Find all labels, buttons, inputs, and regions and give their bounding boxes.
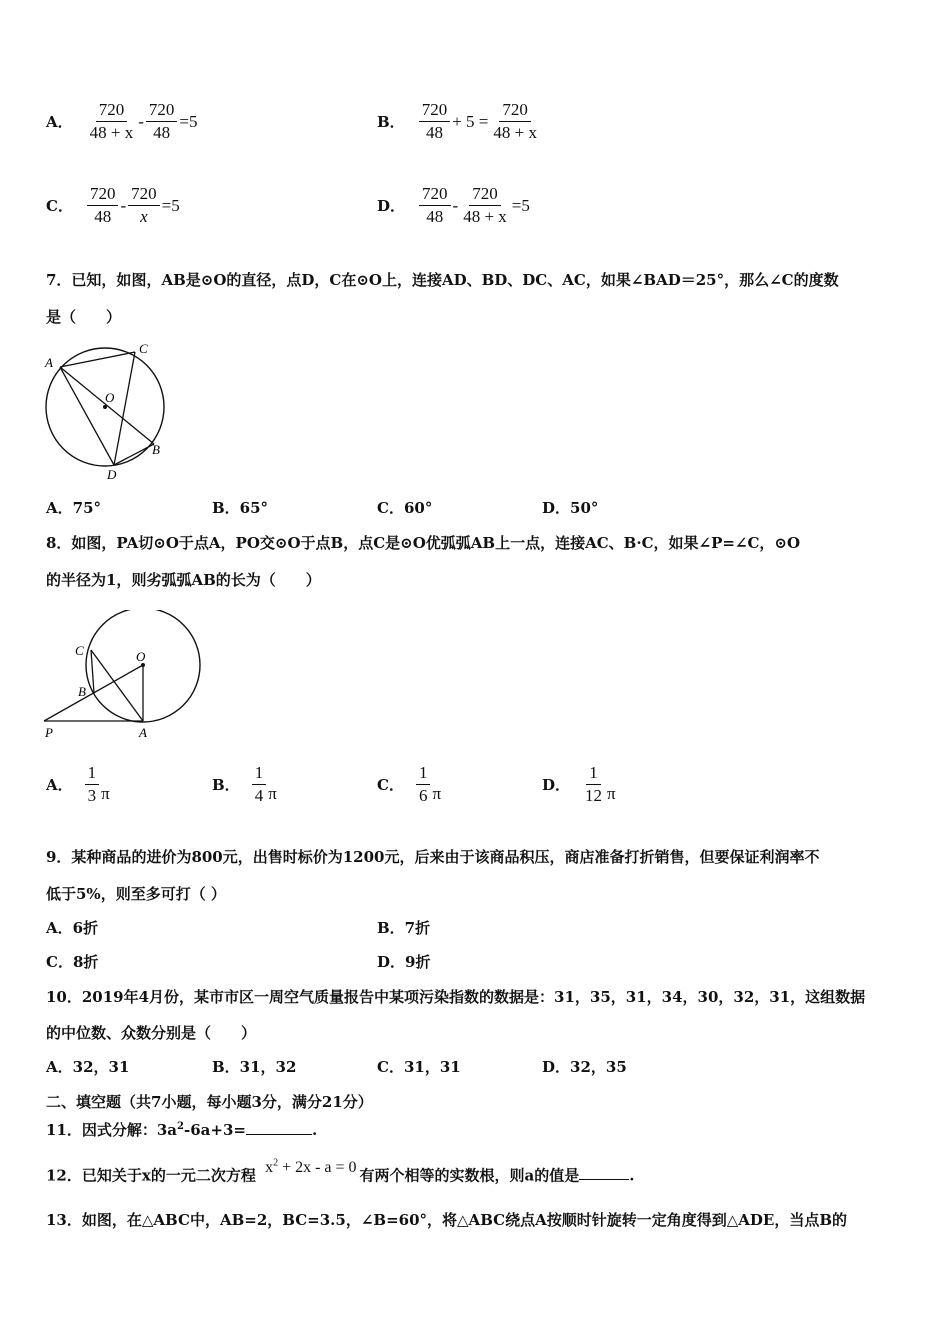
q11-answer-blank[interactable] (246, 1134, 312, 1135)
q6-option-d-frac1 (419, 184, 451, 227)
numerator: 1 (85, 763, 100, 785)
q8-option-d-frac (582, 763, 605, 806)
operator: + 5 = (452, 111, 489, 131)
segment-dc (114, 352, 135, 465)
numerator: 1 (252, 763, 267, 785)
q8-option-a (46, 763, 112, 806)
q11-suffix: -6a+3= (184, 1121, 246, 1139)
numerator: 720 (419, 100, 451, 122)
q8-option-c-letter: C． (377, 776, 404, 794)
numerator: 720 (128, 184, 160, 206)
segment-bd (114, 444, 154, 465)
q9-option-a: A．6折 (46, 919, 99, 937)
q10-option-c: C．31，31 (377, 1058, 461, 1076)
q6-option-a (46, 100, 200, 143)
q7-option-c: C．60° (377, 499, 433, 517)
denominator: 6 (418, 786, 428, 805)
q10-text-line1: 10．2019年4月份，某市市区一周空气质量报告中某项污染指数的数据是：31，35，31，34，30，32，31，这组数据 (46, 988, 866, 1006)
label-a: A (45, 355, 53, 370)
label-d: D (107, 467, 117, 482)
operator: - (452, 195, 459, 215)
q9-option-c: C．8折 (46, 953, 99, 971)
numerator: 1 (416, 763, 431, 785)
equals: =5 (511, 195, 530, 215)
center-point (103, 405, 107, 409)
q12-prefix: 12．已知关于x的一元二次方程 (46, 1166, 256, 1185)
q7-option-a: A．75° (46, 499, 102, 517)
q9-text-line2: 低于5%，则至多可打（ ） (46, 885, 226, 903)
denominator: 48 (426, 207, 444, 226)
q12-eq-x: x (265, 1159, 274, 1177)
q11-prefix: 11．因式分解：3a (46, 1121, 178, 1139)
q8-option-b-frac (252, 763, 267, 806)
q8-option-b-letter: B． (212, 776, 240, 794)
numerator: 720 (87, 184, 119, 206)
q9-text-line1: 9．某种商品的进价为800元，出售时标价为1200元，后来由于该商品积压，商店准备打折销售，但要保证利润率不 (46, 848, 820, 866)
q6-option-c (46, 184, 182, 227)
label-c: C (139, 341, 148, 356)
q12-answer-blank[interactable] (579, 1179, 629, 1180)
q12-eq-rest: + 2x - a = 0 (278, 1159, 357, 1177)
q7-option-b: B．65° (212, 499, 269, 517)
q6-option-a-letter: A． (46, 113, 73, 131)
equals: =5 (161, 195, 180, 215)
label-p: P (45, 725, 53, 740)
q6-option-d-letter: D． (377, 197, 406, 215)
denominator: 48 (153, 123, 171, 142)
segment-cb (91, 650, 94, 693)
q6-option-b-frac1 (419, 100, 451, 143)
q10-option-d: D．32，35 (542, 1058, 627, 1076)
denominator: 3 (87, 786, 97, 805)
equals: =5 (179, 111, 198, 131)
q12-eq-exponent: 2 (273, 1158, 279, 1169)
label-a: A (139, 725, 147, 740)
numerator: 720 (499, 100, 531, 122)
denominator: 48 (94, 207, 112, 226)
denominator: x (140, 207, 148, 226)
q7-text-line2: 是（ ） (46, 308, 122, 326)
q10-text-line2: 的中位数、众数分别是（ ） (46, 1024, 257, 1042)
q8-option-a-frac (85, 763, 100, 806)
q8-tangent-figure (38, 610, 208, 745)
label-b: B (78, 684, 86, 699)
q6-option-a-frac1 (87, 100, 137, 143)
q9-option-d: D．9折 (377, 953, 431, 971)
numerator: 720 (419, 184, 451, 206)
q6-option-c-frac1 (87, 184, 119, 227)
q10-option-b: B．31，32 (212, 1058, 297, 1076)
q10-option-a: A．32，31 (46, 1058, 130, 1076)
q6-option-c-frac2 (128, 184, 160, 227)
q8-text-line2: 的半径为1，则劣弧弧AB的长为（ ） (46, 571, 321, 589)
section-heading-fill-in: 二、填空题（共7小题，每小题3分，满分21分） (46, 1093, 373, 1111)
denominator: 4 (254, 786, 264, 805)
q8-option-d (542, 763, 618, 806)
label-o: O (136, 649, 146, 664)
label-o: O (105, 390, 115, 405)
q6-option-d (377, 184, 532, 227)
q11-text (46, 1117, 317, 1140)
numerator: 720 (96, 100, 128, 122)
q11-end: . (311, 1121, 318, 1139)
pi-symbol: π (101, 783, 110, 803)
pi-symbol: π (268, 783, 277, 803)
q9-option-b: B．7折 (377, 919, 431, 937)
q13-text-line1: 13．如图，在△ABC中，AB=2，BC=3.5，∠B=60°，将△ABC绕点A按顺时针旋转一定角度得到△ADE，当点B的 (46, 1211, 848, 1229)
operator: - (138, 111, 144, 131)
pi-symbol: π (607, 783, 616, 803)
denominator: 48 + x (89, 123, 134, 142)
q12-suffix: 有两个相等的实数根，则a的值是 (359, 1166, 580, 1185)
q6-option-b-frac2 (490, 100, 540, 143)
denominator: 48 + x (493, 123, 537, 142)
segment-ac (60, 352, 135, 367)
denominator: 12 (585, 786, 603, 805)
q8-option-a-letter: A． (46, 776, 73, 794)
q12-text (46, 1158, 635, 1186)
q7-circle-figure (38, 338, 173, 488)
q6-option-c-letter: C． (46, 197, 73, 215)
q8-text-line1: 8．如图，PA切⊙O于点A，PO交⊙O于点B，点C是⊙O优弧弧AB上一点，连接AC、B·C，如果∠P=∠C，⊙O (46, 534, 801, 552)
q8-option-d-letter: D． (542, 776, 571, 794)
q8-option-b (212, 763, 279, 806)
q6-option-d-frac2 (460, 184, 510, 227)
segment-ab (60, 367, 154, 444)
q6-option-a-frac2 (146, 100, 178, 143)
numerator: 720 (469, 184, 501, 206)
q12-equation (265, 1159, 356, 1176)
q11-exponent: 2 (177, 1121, 184, 1132)
pi-symbol: π (432, 783, 442, 803)
q7-text-line1: 7．已知，如图，AB是⊙O的直径，点D，C在⊙O上，连接AD、BD、DC、AC，如果∠BAD＝25°，那么∠C的度数 (46, 271, 839, 289)
numerator: 720 (146, 100, 178, 122)
q6-option-b (377, 100, 544, 143)
label-b: B (152, 442, 160, 457)
q8-option-c (377, 763, 443, 806)
q8-option-c-frac (416, 763, 431, 806)
q7-option-d: D．50° (542, 499, 599, 517)
q6-option-b-letter: B． (377, 113, 405, 131)
denominator: 48 + x (463, 207, 507, 226)
denominator: 48 (425, 123, 443, 142)
segment-ad (60, 367, 114, 465)
operator: - (120, 195, 127, 215)
q12-end: . (629, 1166, 635, 1185)
label-c: C (75, 643, 84, 658)
numerator: 1 (586, 763, 601, 785)
